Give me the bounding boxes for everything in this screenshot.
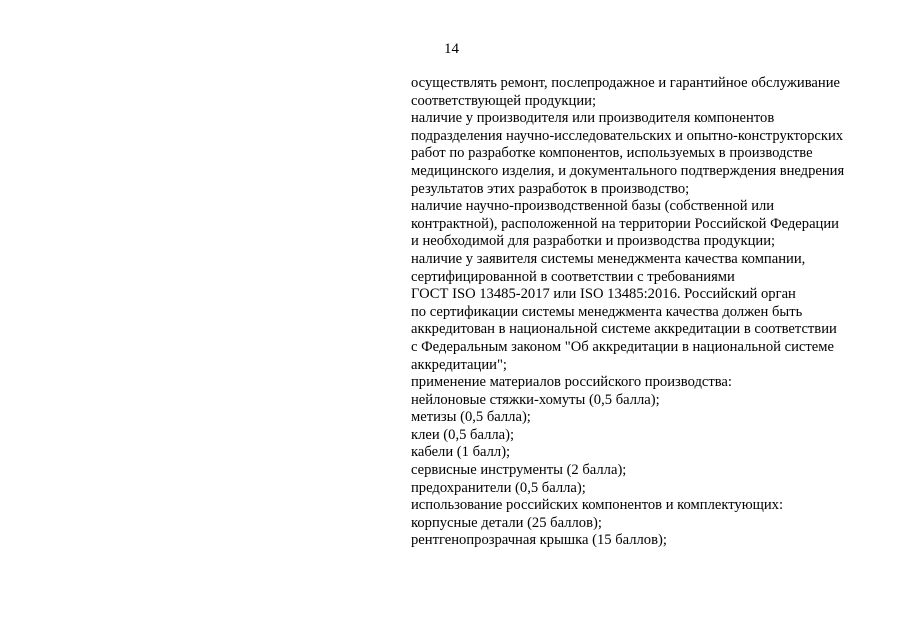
text-line: ГОСТ ISO 13485-2017 или ISO 13485:2016. Российский орган (411, 286, 796, 303)
text-line: сертифицированной в соответствии с требованиями (411, 268, 735, 285)
text-line: по сертификации системы менеджмента качества должен быть (411, 303, 803, 320)
text-line: наличие у производителя или производителя компонентов (411, 110, 775, 127)
text-line: кабели (1 балл); (411, 444, 511, 461)
document-body (411, 75, 881, 550)
text-line: нейлоновые стяжки-хомуты (0,5 балла); (411, 391, 660, 408)
text-line: применение материалов российского производства: (411, 374, 732, 391)
text-line: аккредитован в национальной системе аккредитации в соответствии (411, 321, 837, 338)
text-line: соответствующей продукции; (411, 92, 596, 109)
text-line: корпусные детали (25 баллов); (411, 514, 602, 531)
text-line: сервисные инструменты (2 балла); (411, 462, 627, 479)
text-line: метизы (0,5 балла); (411, 409, 531, 426)
text-line: контрактной), расположенной на территории Российской Федерации (411, 215, 839, 232)
text-line: предохранители (0,5 балла); (411, 479, 586, 496)
text-line: с Федеральным законом "Об аккредитации в национальной системе (411, 338, 834, 355)
text-line: результатов этих разработок в производство; (411, 180, 690, 197)
text-line: подразделения научно-исследовательских и опытно-конструкторских (411, 127, 844, 144)
text-line: клеи (0,5 балла); (411, 426, 515, 443)
text-line: наличие у заявителя системы менеджмента качества компании, (411, 250, 806, 267)
text-line: наличие научно-производственной базы (собственной или (411, 198, 775, 215)
text-line: работ по разработке компонентов, используемых в производстве (411, 145, 813, 162)
text-line: рентгенопрозрачная крышка (15 баллов); (411, 532, 667, 549)
text-line: аккредитации"; (411, 356, 507, 373)
page-number: 14 (444, 41, 459, 57)
text-line: и необходимой для разработки и производства продукции; (411, 233, 776, 250)
text-line: осуществлять ремонт, послепродажное и гарантийное обслуживание (411, 75, 840, 91)
text-line: использование российских компонентов и комплектующих: (411, 497, 784, 514)
text-line: медицинского изделия, и документального подтверждения внедрения (411, 162, 845, 179)
